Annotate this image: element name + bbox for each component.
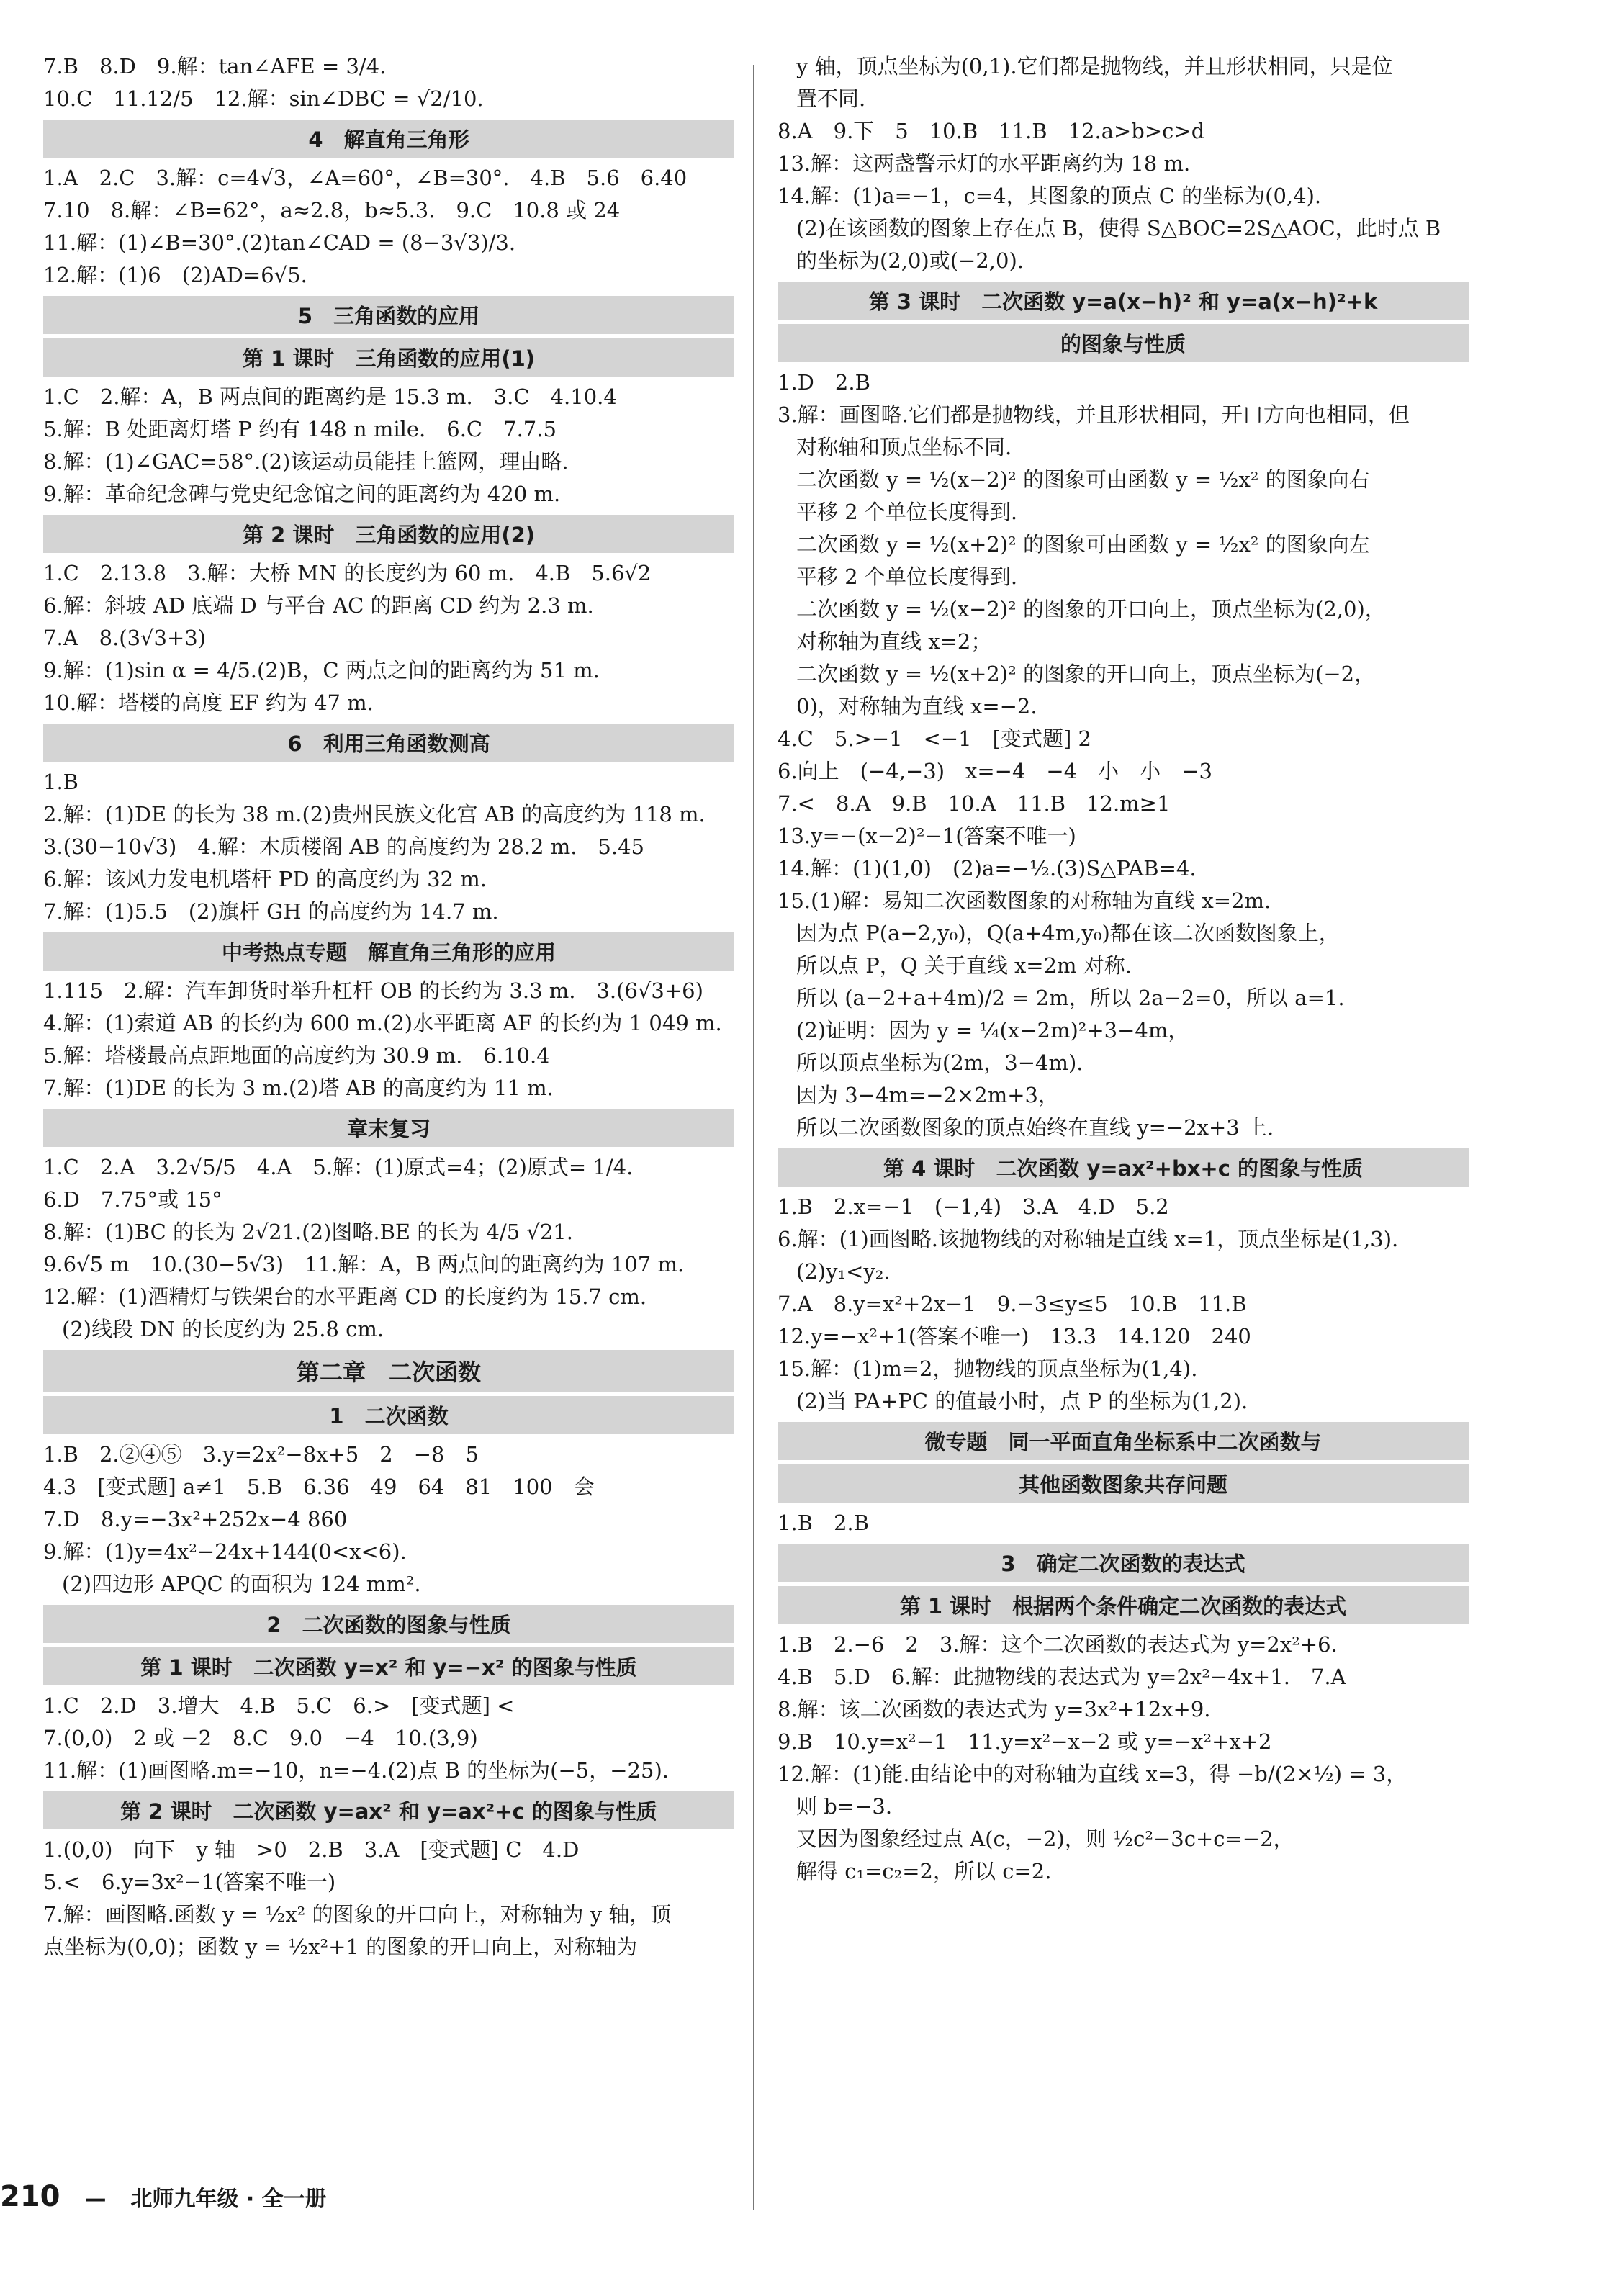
section-heading: 2 二次函数的图象与性质 <box>43 1605 734 1643</box>
section-heading: 第 2 课时 三角函数的应用(2) <box>43 515 734 553</box>
answer-line: 7.< 8.A 9.B 10.A 11.B 12.m≥1 <box>778 791 1171 816</box>
answer-line: 二次函数 y = ½(x−2)² 的图象的开口向上，顶点坐标为(2,0)， <box>796 597 1386 621</box>
answer-line: 1.(0,0) 向下 y 轴 >0 2.B 3.A [变式题] C 4.D <box>43 1837 580 1862</box>
answer-line: 1.A 2.C 3.解：c=4√3，∠A=60°，∠B=30°. 4.B 5.6 6.40 <box>43 166 688 190</box>
answer-line: (2)y₁<y₂. <box>796 1259 891 1284</box>
answer-line: 则 b=−3. <box>796 1794 893 1819</box>
section-heading: 5 三角函数的应用 <box>43 296 734 334</box>
answer-line: 3.(30−10√3) 4.解：木质楼阁 AB 的高度约为 28.2 m. 5.45 <box>43 834 644 859</box>
section-heading: 6 利用三角函数测高 <box>43 724 734 762</box>
column-divider <box>753 65 754 2210</box>
answer-line: 6.解：斜坡 AD 底端 D 与平台 AC 的距离 CD 约为 2.3 m. <box>43 593 594 618</box>
answer-line: 7.D 8.y=−3x²+252x−4 860 <box>43 1507 348 1531</box>
answer-line: 9.6√5 m 10.(30−5√3) 11.解：A，B 两点间的距离约为 107 m. <box>43 1252 685 1277</box>
answer-line: 2.解：(1)DE 的长为 38 m.(2)贵州民族文化宫 AB 的高度约为 118 m. <box>43 802 706 827</box>
answer-line: 11.解：(1)画图略.m=−10，n=−4.(2)点 B 的坐标为(−5，−25). <box>43 1758 669 1783</box>
answer-line: 8.解：(1)BC 的长为 2√21.(2)图略.BE 的长为 4/5 √21. <box>43 1220 573 1244</box>
section-heading: 章末复习 <box>43 1109 734 1147</box>
answer-line: 对称轴和顶点坐标不同. <box>796 435 1012 459</box>
section-heading: 3 确定二次函数的表达式 <box>778 1544 1469 1582</box>
section-heading: 微专题 同一平面直角坐标系中二次函数与 <box>778 1422 1469 1460</box>
answer-line: y 轴，顶点坐标为(0,1).它们都是抛物线，并且形状相同，只是位 <box>796 54 1393 78</box>
answer-line: 1.B 2.x=−1 (−1,4) 3.A 4.D 5.2 <box>778 1194 1169 1219</box>
answer-line: 8.A 9.下 5 10.B 11.B 12.a>b>c>d <box>778 119 1205 143</box>
section-heading: 第 1 课时 二次函数 y=x² 和 y=−x² 的图象与性质 <box>43 1647 734 1685</box>
answer-line: 4.B 5.D 6.解：此抛物线的表达式为 y=2x²−4x+1. 7.A <box>778 1665 1346 1689</box>
right-column <box>778 50 1469 1888</box>
answer-line: 9.解：(1)y=4x²−24x+144(0<x<6). <box>43 1539 407 1564</box>
answer-line: 7.A 8.(3√3+3) <box>43 626 207 650</box>
answer-line: 又因为图象经过点 A(c，−2)，则 ½c²−3c+c=−2， <box>796 1827 1294 1851</box>
page-number: 210 <box>0 2180 60 2213</box>
section-heading: 1 二次函数 <box>43 1396 734 1434</box>
answer-line: 1.B <box>43 770 78 794</box>
answer-line: 13.解：这两盏警示灯的水平距离约为 18 m. <box>778 151 1191 176</box>
answer-line: 7.10 8.解：∠B=62°，a≈2.8，b≈5.3. 9.C 10.8 或 24 <box>43 198 621 222</box>
answer-line: 平移 2 个单位长度得到. <box>796 500 1018 524</box>
answer-line: 1.C 2.13.8 3.解：大桥 MN 的长度约为 60 m. 4.B 5.6√2 <box>43 561 652 585</box>
section-heading: 第 2 课时 二次函数 y=ax² 和 y=ax²+c 的图象与性质 <box>43 1791 734 1829</box>
answer-line: 的坐标为(2,0)或(−2,0). <box>796 248 1024 273</box>
answer-line: 1.C 2.解：A，B 两点间的距离约是 15.3 m. 3.C 4.10.4 <box>43 384 617 409</box>
answer-line: 因为 3−4m=−2×2m+3， <box>796 1083 1059 1107</box>
answer-line: 7.解：(1)5.5 (2)旗杆 GH 的高度约为 14.7 m. <box>43 899 499 924</box>
section-heading: 的图象与性质 <box>778 324 1469 362</box>
answer-line: 5.解：塔楼最高点距地面的高度约为 30.9 m. 6.10.4 <box>43 1043 550 1068</box>
answer-line: 7.A 8.y=x²+2x−1 9.−3≤y≤5 10.B 11.B <box>778 1292 1247 1316</box>
answer-line: 8.解：(1)∠GAC=58°.(2)该运动员能挂上篮网，理由略. <box>43 449 569 474</box>
answer-line: 11.解：(1)∠B=30°.(2)tan∠CAD = (8−3√3)/3. <box>43 230 516 255</box>
answer-line: (2)证明：因为 y = ¼(x−2m)²+3−4m， <box>796 1018 1189 1043</box>
answer-line: 15.解：(1)m=2，抛物线的顶点坐标为(1,4). <box>778 1356 1198 1381</box>
section-heading: 第二章 二次函数 <box>43 1350 734 1392</box>
answer-line: 6.解：该风力发电机塔杆 PD 的高度约为 32 m. <box>43 867 487 891</box>
left-column <box>43 50 734 1963</box>
answer-line: 对称轴为直线 x=2； <box>796 629 992 654</box>
answer-line: 1.115 2.解：汽车卸货时举升杠杆 OB 的长约为 3.3 m. 3.(6√3+6) <box>43 978 703 1003</box>
answer-line: 12.解：(1)酒精灯与铁架台的水平距离 CD 的长度约为 15.7 cm. <box>43 1284 647 1309</box>
section-heading: 4 解直角三角形 <box>43 120 734 158</box>
answer-line: 1.C 2.A 3.2√5/5 4.A 5.解：(1)原式=4；(2)原式= 1/4. <box>43 1155 634 1179</box>
answer-line: 所以 (a−2+a+4m)/2 = 2m，所以 2a−2=0，所以 a=1. <box>796 986 1345 1010</box>
answer-line: 1.C 2.D 3.增大 4.B 5.C 6.> [变式题] < <box>43 1693 515 1718</box>
section-heading: 中考热点专题 解直角三角形的应用 <box>43 932 734 971</box>
answer-line: 3.解：画图略.它们都是抛物线，并且形状相同，开口方向也相同，但 <box>778 402 1410 427</box>
answer-line: 4.解：(1)索道 AB 的长约为 600 m.(2)水平距离 AF 的长约为 1 049 m. <box>43 1011 722 1035</box>
answer-line: 0)，对称轴为直线 x=−2. <box>796 694 1037 719</box>
answer-line: 5.解：B 处距离灯塔 P 约有 148 n mile. 6.C 7.7.5 <box>43 417 557 441</box>
answer-line: 7.B 8.D 9.解：tan∠AFE = 3/4. <box>43 54 387 78</box>
answer-line: 12.解：(1)能.由结论中的对称轴为直线 x=3，得 −b/(2×½) = 3， <box>778 1762 1407 1786</box>
answer-line: 1.B 2.B <box>778 1511 869 1535</box>
section-heading: 第 1 课时 根据两个条件确定二次函数的表达式 <box>778 1586 1469 1624</box>
answer-line: 7.解：画图略.函数 y = ½x² 的图象的开口向上，对称轴为 y 轴，顶 <box>43 1902 672 1927</box>
answer-line: 7.(0,0) 2 或 −2 8.C 9.0 −4 10.(3,9) <box>43 1726 478 1750</box>
answer-line: 6.向上 (−4,−3) x=−4 −4 小 小 −3 <box>778 759 1212 783</box>
answer-line: 所以顶点坐标为(2m，3−4m). <box>796 1050 1083 1075</box>
answer-line: 二次函数 y = ½(x+2)² 的图象的开口向上，顶点坐标为(−2， <box>796 662 1376 686</box>
answer-line: 14.解：(1)(1,0) (2)a=−½.(3)S△PAB=4. <box>778 856 1197 881</box>
answer-line: 4.C 5.>−1 <−1 [变式题] 2 <box>778 726 1091 751</box>
section-heading: 第 3 课时 二次函数 y=a(x−h)² 和 y=a(x−h)²+k <box>778 282 1469 320</box>
answer-line: 7.解：(1)DE 的长为 3 m.(2)塔 AB 的高度约为 11 m. <box>43 1076 554 1100</box>
section-heading: 第 1 课时 三角函数的应用(1) <box>43 338 734 377</box>
answer-line: 所以点 P，Q 关于直线 x=2m 对称. <box>796 953 1132 978</box>
answer-line: 12.解：(1)6 (2)AD=6√5. <box>43 263 307 287</box>
answer-line: 10.解：塔楼的高度 EF 约为 47 m. <box>43 690 374 715</box>
answer-line: (2)线段 DN 的长度约为 25.8 cm. <box>62 1317 384 1341</box>
answer-line: 因为点 P(a−2,y₀)，Q(a+4m,y₀)都在该二次函数图象上， <box>796 921 1340 945</box>
answer-line: 12.y=−x²+1(答案不唯一) 13.3 14.120 240 <box>778 1324 1251 1349</box>
answer-line: 解得 c₁=c₂=2，所以 c=2. <box>796 1859 1052 1883</box>
answer-line: 平移 2 个单位长度得到. <box>796 564 1018 589</box>
answer-line: (2)在该函数的图象上存在点 B，使得 S△BOC=2S△AOC，此时点 B <box>796 216 1441 240</box>
answer-line: 1.B 2.−6 2 3.解：这个二次函数的表达式为 y=2x²+6. <box>778 1632 1338 1657</box>
answer-line: (2)当 PA+PC 的值最小时，点 P 的坐标为(1,2). <box>796 1389 1248 1413</box>
footer-dash: — <box>84 2187 107 2212</box>
answer-line: 9.解：革命纪念碑与党史纪念馆之间的距离约为 420 m. <box>43 482 561 506</box>
answer-line: 9.B 10.y=x²−1 11.y=x²−x−2 或 y=−x²+x+2 <box>778 1729 1272 1754</box>
answer-line: 二次函数 y = ½(x+2)² 的图象可由函数 y = ½x² 的图象向左 <box>796 532 1370 557</box>
answer-line: 6.解：(1)画图略.该抛物线的对称轴是直线 x=1，顶点坐标是(1,3). <box>778 1227 1399 1251</box>
page-footer <box>0 2180 327 2213</box>
section-heading: 其他函数图象共存问题 <box>778 1464 1469 1503</box>
answer-line: 10.C 11.12/5 12.解：sin∠DBC = √2/10. <box>43 86 484 111</box>
answer-line: 所以二次函数图象的顶点始终在直线 y=−2x+3 上. <box>796 1115 1274 1140</box>
answer-line: 点坐标为(0,0)；函数 y = ½x²+1 的图象的开口向上，对称轴为 <box>43 1935 638 1959</box>
answer-line: 二次函数 y = ½(x−2)² 的图象可由函数 y = ½x² 的图象向右 <box>796 467 1370 492</box>
answer-line: 8.解：该二次函数的表达式为 y=3x²+12x+9. <box>778 1697 1211 1721</box>
answer-line: 15.(1)解：易知二次函数图象的对称轴为直线 x=2m. <box>778 888 1271 913</box>
answer-line: 9.解：(1)sin α = 4/5.(2)B，C 两点之间的距离约为 51 m. <box>43 658 600 683</box>
answer-line: 5.< 6.y=3x²−1(答案不唯一) <box>43 1870 336 1894</box>
answer-line: 置不同. <box>796 86 866 111</box>
answer-line: (2)四边形 APQC 的面积为 124 mm². <box>62 1572 421 1596</box>
answer-line: 14.解：(1)a=−1，c=4，其图象的顶点 C 的坐标为(0,4). <box>778 184 1322 208</box>
section-heading: 第 4 课时 二次函数 y=ax²+bx+c 的图象与性质 <box>778 1148 1469 1187</box>
answer-line: 6.D 7.75°或 15° <box>43 1187 222 1212</box>
answer-line: 4.3 [变式题] a≠1 5.B 6.36 49 64 81 100 会 <box>43 1475 595 1499</box>
answer-line: 1.D 2.B <box>778 370 870 395</box>
book-title: 北师九年级 · 全一册 <box>130 2187 327 2212</box>
answer-line: 13.y=−(x−2)²−1(答案不唯一) <box>778 824 1076 848</box>
answer-line: 1.B 2.②④⑤ 3.y=2x²−8x+5 2 −8 5 <box>43 1442 479 1467</box>
